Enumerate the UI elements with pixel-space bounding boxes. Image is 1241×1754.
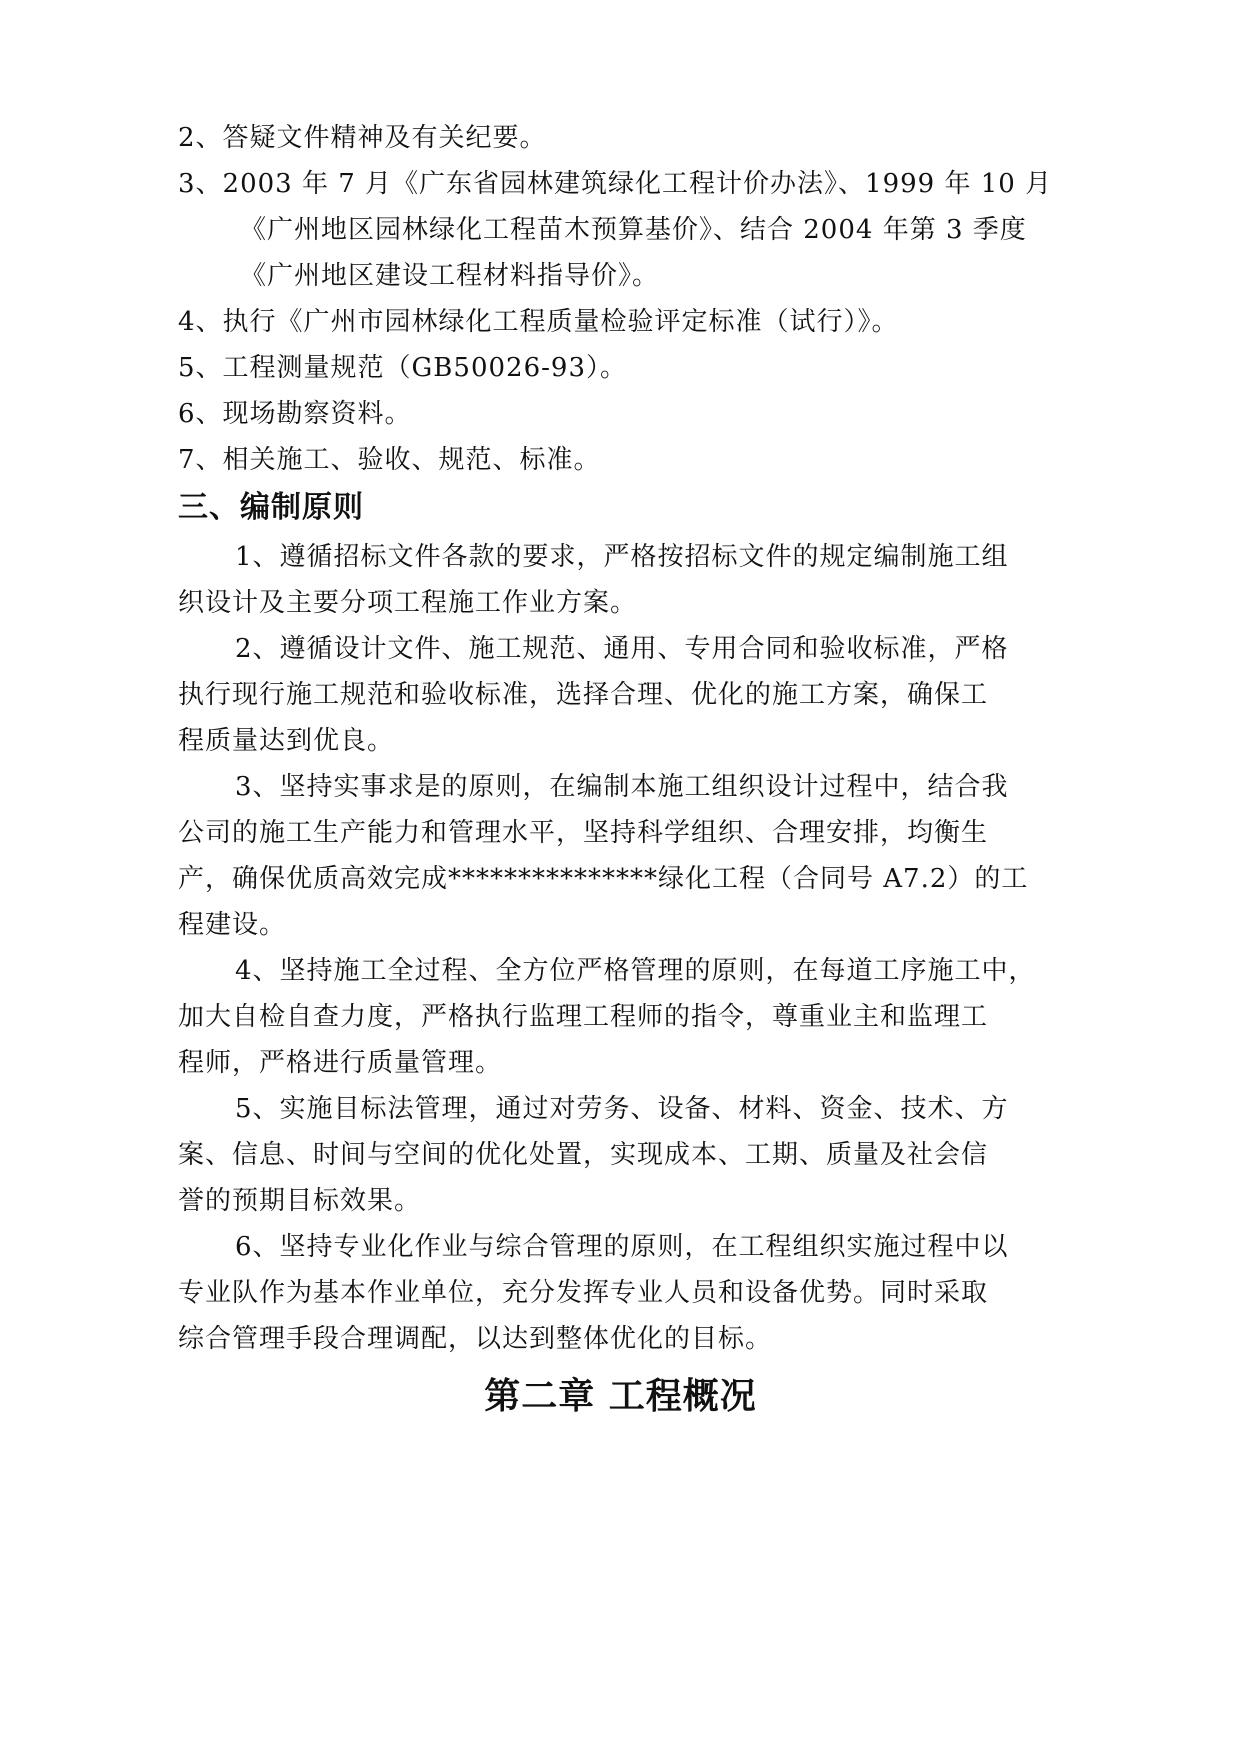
principle-4-line-2: 加大自检自查力度，严格执行监理工程师的指令，尊重业主和监理工 <box>178 1002 989 1032</box>
principle-2-line-1: 2、遵循设计文件、施工规范、通用、专用合同和验收标准，严格 <box>235 634 1009 664</box>
principle-1-line-1: 1、遵循招标文件各款的要求，严格按招标文件的规定编制施工组 <box>235 542 1009 572</box>
basis-item-3: 3、2003 年 7 月《广东省园林建筑绿化工程计价办法》、1999 年 10 月 <box>178 169 1053 199</box>
principle-1-line-2: 织设计及主要分项工程施工作业方案。 <box>178 588 638 618</box>
basis-item-4: 4、执行《广州市园林绿化工程质量检验评定标准（试行）》。 <box>178 307 899 337</box>
basis-item-5: 5、工程测量规范（GB50026-93）。 <box>178 353 627 383</box>
basis-item-2: 2、答疑文件精神及有关纪要。 <box>178 123 547 153</box>
chapter-title: 第二章 工程概况 <box>484 1375 757 1417</box>
principle-5-line-1: 5、实施目标法管理，通过对劳务、设备、材料、资金、技术、方 <box>235 1094 1009 1124</box>
principle-2-line-3: 程质量达到优良。 <box>178 726 395 756</box>
principle-5-line-3: 誉的预期目标效果。 <box>178 1186 422 1216</box>
principle-3-line-2: 公司的施工生产能力和管理水平，坚持科学组织、合理安排，均衡生 <box>178 818 989 848</box>
principle-4-line-3: 程师，严格进行质量管理。 <box>178 1048 503 1078</box>
principle-6-line-3: 综合管理手段合理调配，以达到整体优化的目标。 <box>178 1324 773 1354</box>
basis-item-7: 7、相关施工、验收、规范、标准。 <box>178 445 601 475</box>
principle-3-line-4: 程建设。 <box>178 910 287 940</box>
basis-item-3-cont-1: 《广州地区园林绿化工程苗木预算基价》、结合 2004 年第 3 季度 <box>240 215 1027 245</box>
basis-item-3-cont-2: 《广州地区建设工程材料指导价》。 <box>240 261 660 291</box>
section-heading: 三、编制原则 <box>178 490 364 525</box>
principle-2-line-2: 执行现行施工规范和验收标准，选择合理、优化的施工方案，确保工 <box>178 680 989 710</box>
principle-4-line-1: 4、坚持施工全过程、全方位严格管理的原则，在每道工序施工中， <box>235 956 1036 986</box>
principle-5-line-2: 案、信息、时间与空间的优化处置，实现成本、工期、质量及社会信 <box>178 1140 989 1170</box>
principle-3-line-1: 3、坚持实事求是的原则，在编制本施工组织设计过程中，结合我 <box>235 772 1009 802</box>
principle-6-line-1: 6、坚持专业化作业与综合管理的原则，在工程组织实施过程中以 <box>235 1232 1009 1262</box>
basis-item-6: 6、现场勘察资料。 <box>178 399 412 429</box>
principle-3-line-3: 产，确保优质高效完成***************绿化工程（合同号 A7.2）的工 <box>178 864 1029 894</box>
principle-6-line-2: 专业队作为基本作业单位，充分发挥专业人员和设备优势。同时采取 <box>178 1278 989 1308</box>
